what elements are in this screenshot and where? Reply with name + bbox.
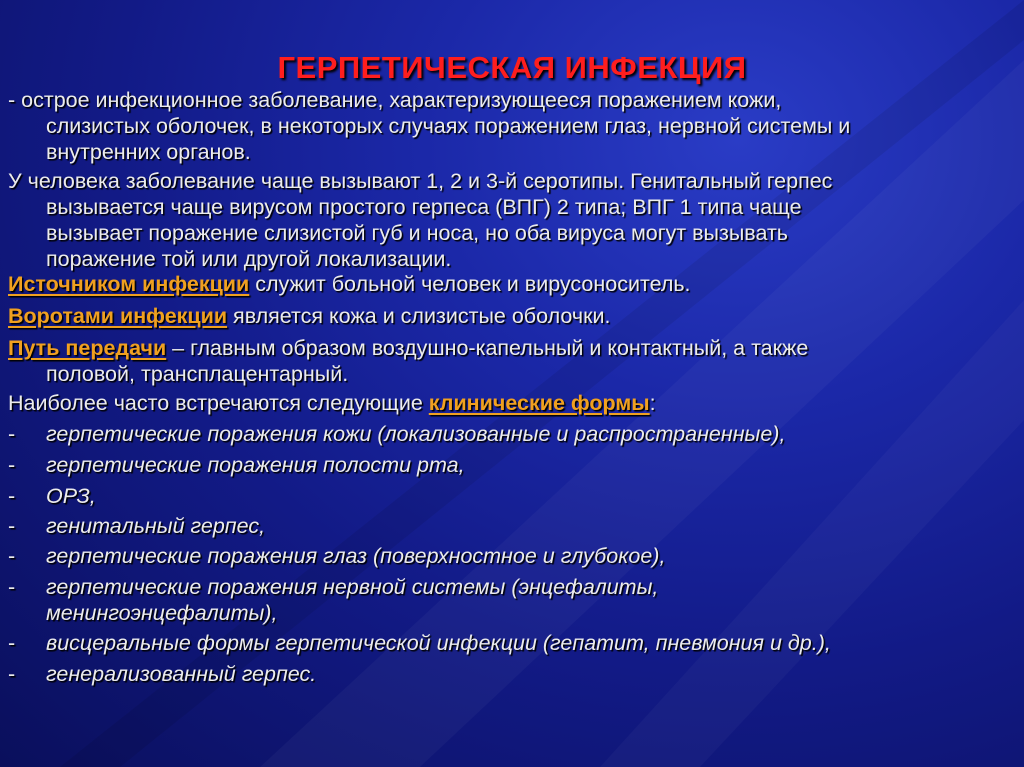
list-item-text: герпетические поражения глаз (поверхностное и глубокое), — [46, 544, 666, 568]
list-item-text: герпетические поражения кожи (локализованные и распространенные), — [46, 422, 786, 446]
list-item — [8, 483, 1013, 509]
list-item — [8, 452, 1013, 478]
forms-intro — [8, 390, 1013, 416]
serotypes-line-3: вызывает поражение слизистой губ и носа, но оба вируса могут вызывать — [46, 221, 789, 245]
list-item-text-continued: менингоэнцефалиты), — [46, 601, 278, 625]
transmission-paragraph — [8, 335, 1013, 387]
slide-title: ГЕРПЕТИЧЕСКАЯ ИНФЕКЦИЯ — [277, 50, 747, 85]
serotypes-paragraph — [8, 168, 1013, 272]
gates-paragraph — [8, 303, 1013, 329]
definition-line-3: внутренних органов. — [46, 140, 251, 164]
source-keyword: Источником инфекции — [8, 272, 250, 296]
list-item — [8, 543, 1013, 569]
list-dash: - — [8, 422, 16, 446]
list-dash: - — [8, 662, 16, 686]
list-dash: - — [8, 514, 16, 538]
definition-line-1: - острое инфекционное заболевание, характеризующееся поражением кожи, — [8, 88, 782, 112]
list-item-text: генитальный герпес, — [46, 514, 266, 538]
list-item-text: ОРЗ, — [46, 484, 96, 508]
list-item-text: герпетические поражения полости рта, — [46, 453, 465, 477]
list-item-text: генерализованный герпес. — [46, 662, 317, 686]
serotypes-line-1: У человека заболевание чаще вызывают 1, 2 и 3-й серотипы. Генитальный герпес — [8, 169, 833, 193]
transmission-text: – главным образом воздушно-капельный и контактный, а также — [166, 336, 809, 360]
forms-keyword: клинические формы — [428, 391, 650, 415]
transmission-keyword: Путь передачи — [8, 336, 167, 360]
list-dash: - — [8, 575, 16, 599]
serotypes-line-2: вызывается чаще вирусом простого герпеса (ВПГ) 2 типа; ВПГ 1 типа чаще — [46, 195, 802, 219]
gates-text: является кожа и слизистые оболочки. — [227, 304, 611, 328]
source-text: служит больной человек и вирусоноситель. — [249, 272, 691, 296]
list-item — [8, 630, 1013, 656]
list-item — [8, 421, 1013, 447]
forms-intro-colon: : — [649, 391, 656, 415]
list-item-text: висцеральные формы герпетической инфекции (гепатит, пневмония и др.), — [46, 631, 831, 655]
forms-intro-text: Наиболее часто встречаются следующие — [8, 391, 429, 415]
list-item — [8, 661, 1013, 687]
list-item-text: герпетические поражения нервной системы (энцефалиты, — [46, 575, 659, 599]
list-dash: - — [8, 484, 16, 508]
source-paragraph — [8, 271, 1013, 297]
list-dash: - — [8, 631, 16, 655]
serotypes-line-4: поражение той или другой локализации. — [46, 247, 452, 271]
list-item — [8, 513, 1013, 539]
definition-line-2: слизистых оболочек, в некоторых случаях поражением глаз, нервной системы и — [46, 114, 851, 138]
definition-paragraph — [8, 87, 1013, 165]
gates-keyword: Воротами инфекции — [8, 304, 228, 328]
list-dash: - — [8, 453, 16, 477]
list-item — [8, 574, 1013, 626]
list-dash: - — [8, 544, 16, 568]
transmission-line-2: половой, трансплацентарный. — [46, 362, 349, 386]
